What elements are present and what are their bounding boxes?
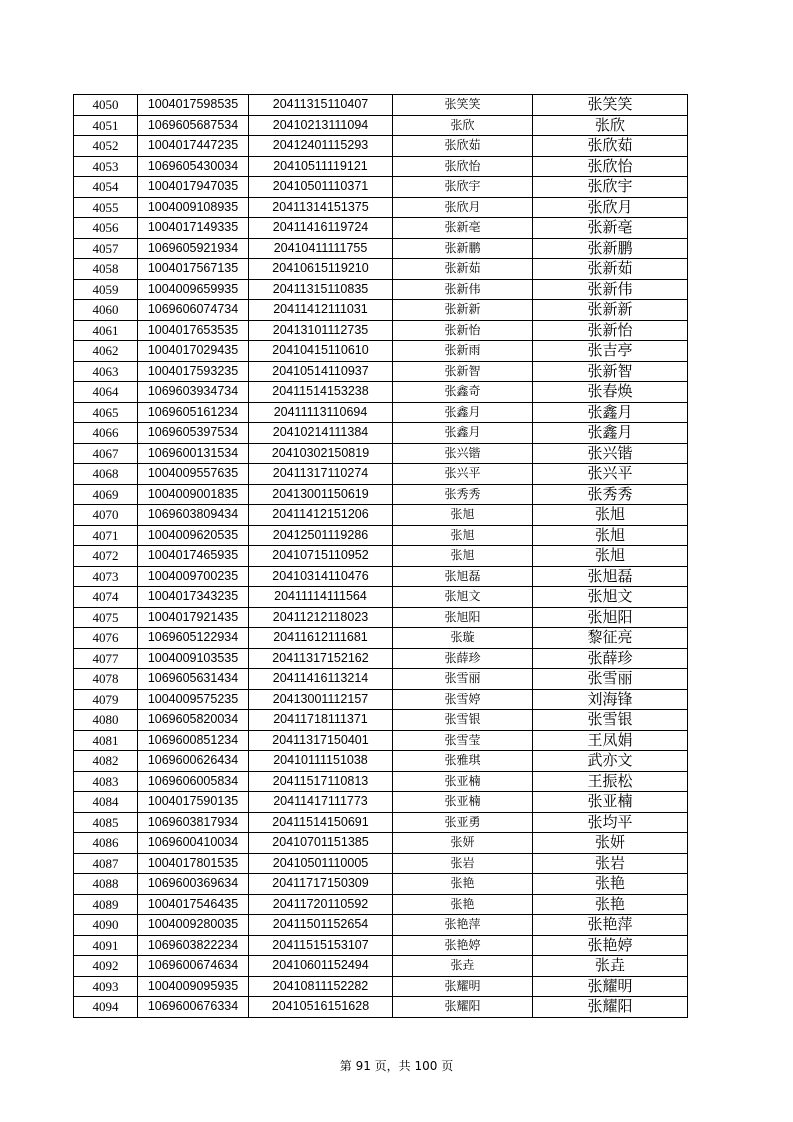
seq-number-cell: 4075 bbox=[74, 607, 138, 628]
candidate-id-cell: 1004017465935 bbox=[138, 546, 249, 567]
table-row bbox=[74, 443, 688, 464]
exam-number-cell: 20413001150619 bbox=[249, 484, 393, 505]
candidate-id-cell: 1004009095935 bbox=[138, 976, 249, 997]
table-row bbox=[74, 812, 688, 833]
candidate-id-cell: 1004017801535 bbox=[138, 853, 249, 874]
name-cell: 张旭 bbox=[393, 525, 533, 546]
exam-number-cell: 20412401115293 bbox=[249, 136, 393, 157]
name-cell: 张欣月 bbox=[393, 197, 533, 218]
candidate-id-cell: 1069603934734 bbox=[138, 382, 249, 403]
exam-number-cell: 20410715110952 bbox=[249, 546, 393, 567]
records-table bbox=[73, 94, 688, 1018]
candidate-id-cell: 1004009103535 bbox=[138, 648, 249, 669]
exam-number-cell: 20410501110005 bbox=[249, 853, 393, 874]
name-cell: 张秀秀 bbox=[393, 484, 533, 505]
name-handwritten-cell: 刘海锋 bbox=[533, 689, 688, 710]
candidate-id-cell: 1004017546435 bbox=[138, 894, 249, 915]
seq-number-cell: 4077 bbox=[74, 648, 138, 669]
exam-number-cell: 20411718111371 bbox=[249, 710, 393, 731]
name-handwritten-cell: 王凤娟 bbox=[533, 730, 688, 751]
table-row bbox=[74, 935, 688, 956]
table-row bbox=[74, 689, 688, 710]
name-cell: 张笑笑 bbox=[393, 95, 533, 116]
name-handwritten-cell: 张欣宇 bbox=[533, 177, 688, 198]
exam-number-cell: 20410601152494 bbox=[249, 956, 393, 977]
name-cell: 张薛珍 bbox=[393, 648, 533, 669]
table-row bbox=[74, 464, 688, 485]
candidate-id-cell: 1004017029435 bbox=[138, 341, 249, 362]
name-handwritten-cell: 张旭 bbox=[533, 546, 688, 567]
seq-number-cell: 4079 bbox=[74, 689, 138, 710]
candidate-id-cell: 1004009280035 bbox=[138, 915, 249, 936]
exam-number-cell: 20410302150819 bbox=[249, 443, 393, 464]
seq-number-cell: 4084 bbox=[74, 792, 138, 813]
name-cell: 张耀明 bbox=[393, 976, 533, 997]
seq-number-cell: 4078 bbox=[74, 669, 138, 690]
table-row bbox=[74, 607, 688, 628]
candidate-id-cell: 1069605430034 bbox=[138, 156, 249, 177]
name-handwritten-cell: 张笑笑 bbox=[533, 95, 688, 116]
seq-number-cell: 4073 bbox=[74, 566, 138, 587]
name-cell: 张新茹 bbox=[393, 259, 533, 280]
seq-number-cell: 4076 bbox=[74, 628, 138, 649]
name-cell: 张旭 bbox=[393, 505, 533, 526]
name-handwritten-cell: 张新茹 bbox=[533, 259, 688, 280]
table-row bbox=[74, 894, 688, 915]
seq-number-cell: 4066 bbox=[74, 423, 138, 444]
table-row bbox=[74, 566, 688, 587]
name-handwritten-cell: 武亦文 bbox=[533, 751, 688, 772]
name-handwritten-cell: 张旭文 bbox=[533, 587, 688, 608]
name-cell: 张雅琪 bbox=[393, 751, 533, 772]
name-handwritten-cell: 张旭 bbox=[533, 505, 688, 526]
name-cell: 张鑫奇 bbox=[393, 382, 533, 403]
candidate-id-cell: 1069606074734 bbox=[138, 300, 249, 321]
name-cell: 张鑫月 bbox=[393, 402, 533, 423]
name-handwritten-cell: 张薛珍 bbox=[533, 648, 688, 669]
exam-number-cell: 20413101112735 bbox=[249, 320, 393, 341]
name-handwritten-cell: 张吉亭 bbox=[533, 341, 688, 362]
seq-number-cell: 4069 bbox=[74, 484, 138, 505]
exam-number-cell: 20411317110274 bbox=[249, 464, 393, 485]
name-handwritten-cell: 张新伟 bbox=[533, 279, 688, 300]
exam-number-cell: 20410615119210 bbox=[249, 259, 393, 280]
name-cell: 张欣 bbox=[393, 115, 533, 136]
name-cell: 张欣茹 bbox=[393, 136, 533, 157]
seq-number-cell: 4062 bbox=[74, 341, 138, 362]
exam-number-cell: 20410415110610 bbox=[249, 341, 393, 362]
seq-number-cell: 4059 bbox=[74, 279, 138, 300]
table-row bbox=[74, 976, 688, 997]
table-row bbox=[74, 115, 688, 136]
exam-number-cell: 20411412151206 bbox=[249, 505, 393, 526]
exam-number-cell: 20411314151375 bbox=[249, 197, 393, 218]
name-handwritten-cell: 张艳 bbox=[533, 894, 688, 915]
exam-number-cell: 20411514150691 bbox=[249, 812, 393, 833]
table-row bbox=[74, 136, 688, 157]
candidate-id-cell: 1004009700235 bbox=[138, 566, 249, 587]
candidate-id-cell: 1004017921435 bbox=[138, 607, 249, 628]
candidate-id-cell: 1004017598535 bbox=[138, 95, 249, 116]
exam-number-cell: 20410411111755 bbox=[249, 238, 393, 259]
exam-number-cell: 20410111151038 bbox=[249, 751, 393, 772]
table-row bbox=[74, 525, 688, 546]
candidate-id-cell: 1004009557635 bbox=[138, 464, 249, 485]
exam-number-cell: 20412501119286 bbox=[249, 525, 393, 546]
name-handwritten-cell: 张春焕 bbox=[533, 382, 688, 403]
seq-number-cell: 4060 bbox=[74, 300, 138, 321]
candidate-id-cell: 1004017447235 bbox=[138, 136, 249, 157]
candidate-id-cell: 1069600851234 bbox=[138, 730, 249, 751]
candidate-id-cell: 1069600626434 bbox=[138, 751, 249, 772]
seq-number-cell: 4090 bbox=[74, 915, 138, 936]
name-handwritten-cell: 张新新 bbox=[533, 300, 688, 321]
seq-number-cell: 4083 bbox=[74, 771, 138, 792]
name-handwritten-cell: 黎征亮 bbox=[533, 628, 688, 649]
exam-number-cell: 20411417111773 bbox=[249, 792, 393, 813]
name-cell: 张鑫月 bbox=[393, 423, 533, 444]
name-cell: 张垚 bbox=[393, 956, 533, 977]
table-row bbox=[74, 771, 688, 792]
exam-number-cell: 20411315110835 bbox=[249, 279, 393, 300]
seq-number-cell: 4050 bbox=[74, 95, 138, 116]
name-handwritten-cell: 张秀秀 bbox=[533, 484, 688, 505]
table-row bbox=[74, 751, 688, 772]
candidate-id-cell: 1004017590135 bbox=[138, 792, 249, 813]
name-cell: 张岩 bbox=[393, 853, 533, 874]
candidate-id-cell: 1069605161234 bbox=[138, 402, 249, 423]
table-row bbox=[74, 402, 688, 423]
name-handwritten-cell: 张欣茹 bbox=[533, 136, 688, 157]
seq-number-cell: 4068 bbox=[74, 464, 138, 485]
table-row bbox=[74, 587, 688, 608]
name-cell: 张亚勇 bbox=[393, 812, 533, 833]
name-cell: 张璇 bbox=[393, 628, 533, 649]
name-cell: 张新鹏 bbox=[393, 238, 533, 259]
name-cell: 张兴锴 bbox=[393, 443, 533, 464]
table-row bbox=[74, 341, 688, 362]
name-handwritten-cell: 张欣怡 bbox=[533, 156, 688, 177]
name-handwritten-cell: 张雪丽 bbox=[533, 669, 688, 690]
name-handwritten-cell: 张旭 bbox=[533, 525, 688, 546]
seq-number-cell: 4057 bbox=[74, 238, 138, 259]
seq-number-cell: 4070 bbox=[74, 505, 138, 526]
name-cell: 张亚楠 bbox=[393, 771, 533, 792]
table-row bbox=[74, 300, 688, 321]
seq-number-cell: 4061 bbox=[74, 320, 138, 341]
candidate-id-cell: 1069600674634 bbox=[138, 956, 249, 977]
table-row bbox=[74, 648, 688, 669]
name-cell: 张艳 bbox=[393, 894, 533, 915]
name-cell: 张新雨 bbox=[393, 341, 533, 362]
candidate-id-cell: 1004017593235 bbox=[138, 361, 249, 382]
table-row bbox=[74, 259, 688, 280]
table-row bbox=[74, 156, 688, 177]
name-handwritten-cell: 王振松 bbox=[533, 771, 688, 792]
name-handwritten-cell: 张艳婷 bbox=[533, 935, 688, 956]
candidate-id-cell: 1069603809434 bbox=[138, 505, 249, 526]
table-row bbox=[74, 669, 688, 690]
name-handwritten-cell: 张新智 bbox=[533, 361, 688, 382]
exam-number-cell: 20410213111094 bbox=[249, 115, 393, 136]
table-row bbox=[74, 546, 688, 567]
seq-number-cell: 4064 bbox=[74, 382, 138, 403]
candidate-id-cell: 1004009001835 bbox=[138, 484, 249, 505]
name-handwritten-cell: 张旭阳 bbox=[533, 607, 688, 628]
candidate-id-cell: 1004009659935 bbox=[138, 279, 249, 300]
seq-number-cell: 4055 bbox=[74, 197, 138, 218]
seq-number-cell: 4067 bbox=[74, 443, 138, 464]
table-row bbox=[74, 997, 688, 1018]
name-handwritten-cell: 张欣月 bbox=[533, 197, 688, 218]
table-row bbox=[74, 218, 688, 239]
exam-number-cell: 20411514153238 bbox=[249, 382, 393, 403]
name-cell: 张旭阳 bbox=[393, 607, 533, 628]
records-table-body bbox=[74, 95, 688, 1018]
table-row bbox=[74, 628, 688, 649]
table-row bbox=[74, 730, 688, 751]
exam-number-cell: 20411317152162 bbox=[249, 648, 393, 669]
seq-number-cell: 4087 bbox=[74, 853, 138, 874]
seq-number-cell: 4091 bbox=[74, 935, 138, 956]
name-cell: 张欣宇 bbox=[393, 177, 533, 198]
table-row bbox=[74, 710, 688, 731]
seq-number-cell: 4080 bbox=[74, 710, 138, 731]
name-handwritten-cell: 张旭磊 bbox=[533, 566, 688, 587]
exam-number-cell: 20411720110592 bbox=[249, 894, 393, 915]
seq-number-cell: 4065 bbox=[74, 402, 138, 423]
candidate-id-cell: 1004009575235 bbox=[138, 689, 249, 710]
candidate-id-cell: 1069600676334 bbox=[138, 997, 249, 1018]
name-cell: 张新怡 bbox=[393, 320, 533, 341]
table-row bbox=[74, 792, 688, 813]
name-cell: 张妍 bbox=[393, 833, 533, 854]
seq-number-cell: 4088 bbox=[74, 874, 138, 895]
exam-number-cell: 20411113110694 bbox=[249, 402, 393, 423]
seq-number-cell: 4082 bbox=[74, 751, 138, 772]
name-handwritten-cell: 张亚楠 bbox=[533, 792, 688, 813]
name-cell: 张艳 bbox=[393, 874, 533, 895]
exam-number-cell: 20411612111681 bbox=[249, 628, 393, 649]
name-cell: 张旭 bbox=[393, 546, 533, 567]
candidate-id-cell: 1069603822234 bbox=[138, 935, 249, 956]
name-handwritten-cell: 张妍 bbox=[533, 833, 688, 854]
name-handwritten-cell: 张兴锴 bbox=[533, 443, 688, 464]
candidate-id-cell: 1069605631434 bbox=[138, 669, 249, 690]
exam-number-cell: 20411717150309 bbox=[249, 874, 393, 895]
seq-number-cell: 4093 bbox=[74, 976, 138, 997]
exam-number-cell: 20411416113214 bbox=[249, 669, 393, 690]
seq-number-cell: 4085 bbox=[74, 812, 138, 833]
table-row bbox=[74, 833, 688, 854]
name-handwritten-cell: 张兴平 bbox=[533, 464, 688, 485]
table-row bbox=[74, 505, 688, 526]
name-handwritten-cell: 张岩 bbox=[533, 853, 688, 874]
name-handwritten-cell: 张鑫月 bbox=[533, 423, 688, 444]
name-handwritten-cell: 张新亳 bbox=[533, 218, 688, 239]
table-row bbox=[74, 874, 688, 895]
exam-number-cell: 20411501152654 bbox=[249, 915, 393, 936]
seq-number-cell: 4053 bbox=[74, 156, 138, 177]
name-cell: 张耀阳 bbox=[393, 997, 533, 1018]
table-row bbox=[74, 956, 688, 977]
exam-number-cell: 20410501110371 bbox=[249, 177, 393, 198]
table-row bbox=[74, 382, 688, 403]
seq-number-cell: 4056 bbox=[74, 218, 138, 239]
candidate-id-cell: 1004017149335 bbox=[138, 218, 249, 239]
table-row bbox=[74, 320, 688, 341]
exam-number-cell: 20411517110813 bbox=[249, 771, 393, 792]
name-handwritten-cell: 张耀阳 bbox=[533, 997, 688, 1018]
candidate-id-cell: 1004017343235 bbox=[138, 587, 249, 608]
name-cell: 张欣怡 bbox=[393, 156, 533, 177]
table-row bbox=[74, 177, 688, 198]
exam-number-cell: 20410516151628 bbox=[249, 997, 393, 1018]
name-handwritten-cell: 张垚 bbox=[533, 956, 688, 977]
candidate-id-cell: 1069605921934 bbox=[138, 238, 249, 259]
seq-number-cell: 4092 bbox=[74, 956, 138, 977]
table-row bbox=[74, 95, 688, 116]
table-row bbox=[74, 484, 688, 505]
candidate-id-cell: 1004017567135 bbox=[138, 259, 249, 280]
table-row bbox=[74, 853, 688, 874]
name-handwritten-cell: 张艳 bbox=[533, 874, 688, 895]
name-handwritten-cell: 张耀明 bbox=[533, 976, 688, 997]
table-row bbox=[74, 197, 688, 218]
exam-number-cell: 20411515153107 bbox=[249, 935, 393, 956]
candidate-id-cell: 1069600369634 bbox=[138, 874, 249, 895]
name-handwritten-cell: 张欣 bbox=[533, 115, 688, 136]
name-cell: 张新亳 bbox=[393, 218, 533, 239]
name-cell: 张亚楠 bbox=[393, 792, 533, 813]
exam-number-cell: 20410511119121 bbox=[249, 156, 393, 177]
table-row bbox=[74, 423, 688, 444]
name-cell: 张雪莹 bbox=[393, 730, 533, 751]
name-cell: 张兴平 bbox=[393, 464, 533, 485]
name-cell: 张旭文 bbox=[393, 587, 533, 608]
exam-number-cell: 20411412111031 bbox=[249, 300, 393, 321]
seq-number-cell: 4054 bbox=[74, 177, 138, 198]
name-handwritten-cell: 张均平 bbox=[533, 812, 688, 833]
page-footer: 第 91 页，共 100 页 bbox=[339, 1059, 454, 1073]
candidate-id-cell: 1069600410034 bbox=[138, 833, 249, 854]
exam-number-cell: 20410314110476 bbox=[249, 566, 393, 587]
exam-number-cell: 20411315110407 bbox=[249, 95, 393, 116]
exam-number-cell: 20411114111564 bbox=[249, 587, 393, 608]
table-row bbox=[74, 238, 688, 259]
seq-number-cell: 4081 bbox=[74, 730, 138, 751]
seq-number-cell: 4089 bbox=[74, 894, 138, 915]
table-row bbox=[74, 279, 688, 300]
seq-number-cell: 4063 bbox=[74, 361, 138, 382]
candidate-id-cell: 1004009108935 bbox=[138, 197, 249, 218]
exam-number-cell: 20410811152282 bbox=[249, 976, 393, 997]
name-handwritten-cell: 张新怡 bbox=[533, 320, 688, 341]
table-row bbox=[74, 361, 688, 382]
name-cell: 张旭磊 bbox=[393, 566, 533, 587]
name-handwritten-cell: 张鑫月 bbox=[533, 402, 688, 423]
exam-number-cell: 20410701151385 bbox=[249, 833, 393, 854]
candidate-id-cell: 1069605122934 bbox=[138, 628, 249, 649]
candidate-id-cell: 1004017947035 bbox=[138, 177, 249, 198]
name-cell: 张新新 bbox=[393, 300, 533, 321]
exam-number-cell: 20413001112157 bbox=[249, 689, 393, 710]
name-cell: 张艳婷 bbox=[393, 935, 533, 956]
seq-number-cell: 4072 bbox=[74, 546, 138, 567]
candidate-id-cell: 1004009620535 bbox=[138, 525, 249, 546]
seq-number-cell: 4074 bbox=[74, 587, 138, 608]
table-row bbox=[74, 915, 688, 936]
name-handwritten-cell: 张雪银 bbox=[533, 710, 688, 731]
name-cell: 张新智 bbox=[393, 361, 533, 382]
name-cell: 张艳萍 bbox=[393, 915, 533, 936]
name-cell: 张雪婷 bbox=[393, 689, 533, 710]
candidate-id-cell: 1069600131534 bbox=[138, 443, 249, 464]
exam-number-cell: 20411212118023 bbox=[249, 607, 393, 628]
name-cell: 张雪银 bbox=[393, 710, 533, 731]
candidate-id-cell: 1004017653535 bbox=[138, 320, 249, 341]
name-cell: 张雪丽 bbox=[393, 669, 533, 690]
seq-number-cell: 4051 bbox=[74, 115, 138, 136]
exam-number-cell: 20411416119724 bbox=[249, 218, 393, 239]
name-cell: 张新伟 bbox=[393, 279, 533, 300]
seq-number-cell: 4058 bbox=[74, 259, 138, 280]
candidate-id-cell: 1069605397534 bbox=[138, 423, 249, 444]
candidate-id-cell: 1069603817934 bbox=[138, 812, 249, 833]
exam-number-cell: 20411317150401 bbox=[249, 730, 393, 751]
name-handwritten-cell: 张新鹏 bbox=[533, 238, 688, 259]
seq-number-cell: 4086 bbox=[74, 833, 138, 854]
seq-number-cell: 4071 bbox=[74, 525, 138, 546]
seq-number-cell: 4052 bbox=[74, 136, 138, 157]
exam-number-cell: 20410214111384 bbox=[249, 423, 393, 444]
exam-number-cell: 20410514110937 bbox=[249, 361, 393, 382]
seq-number-cell: 4094 bbox=[74, 997, 138, 1018]
candidate-id-cell: 1069605820034 bbox=[138, 710, 249, 731]
candidate-id-cell: 1069605687534 bbox=[138, 115, 249, 136]
candidate-id-cell: 1069606005834 bbox=[138, 771, 249, 792]
name-handwritten-cell: 张艳萍 bbox=[533, 915, 688, 936]
